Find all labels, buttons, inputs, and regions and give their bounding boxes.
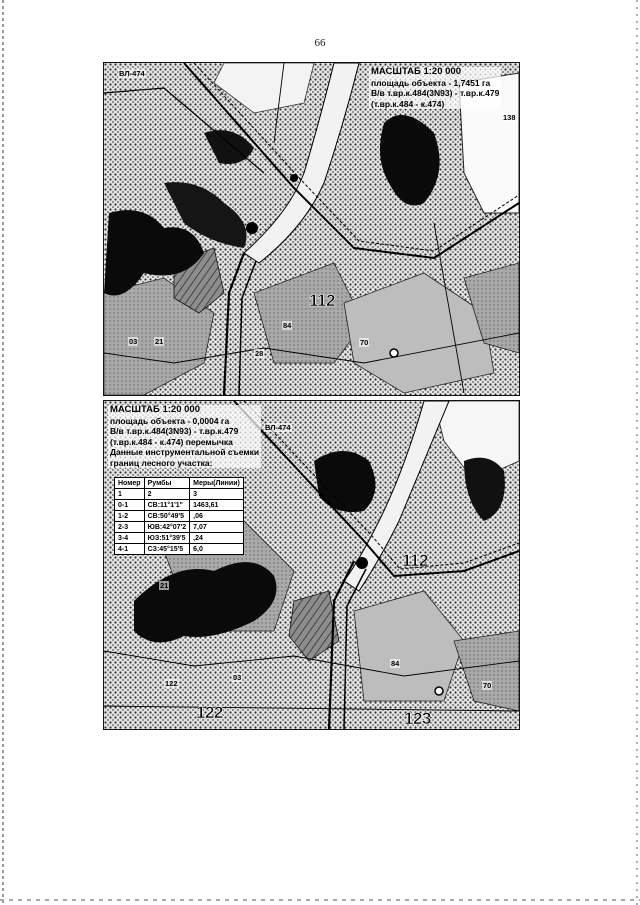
table-cell: 2 xyxy=(144,489,190,500)
scan-edge-right xyxy=(636,0,638,905)
plot-03-label: 03 xyxy=(233,673,242,682)
table-cell: 7,07 xyxy=(190,522,244,533)
object-site xyxy=(290,174,298,182)
table-cell: ,06 xyxy=(190,511,244,522)
scan-edge-left xyxy=(2,0,4,905)
map-bottom-info xyxy=(108,405,261,468)
table-cell: 1-2 xyxy=(115,511,145,522)
map-top[interactable] xyxy=(103,62,520,396)
table-cell: 0-1 xyxy=(115,500,145,511)
powerline-label: BЛ-474 xyxy=(119,69,145,78)
table-row xyxy=(115,544,244,555)
survey-point xyxy=(435,687,443,695)
object-label: В/в т.вр.к.484(3N93) - т.вр.к.479 xyxy=(108,426,261,437)
table-cell: СВ:50°49'5 xyxy=(144,511,190,522)
table-header: Меры(Линии) xyxy=(190,478,244,489)
plot-122-label: 122 xyxy=(165,679,178,688)
table-row xyxy=(115,533,244,544)
table-cell: 4-1 xyxy=(115,544,145,555)
table-cell: 1463,61 xyxy=(190,500,244,511)
plot-21-label: 21 xyxy=(160,581,169,590)
map-bottom[interactable] xyxy=(103,400,520,730)
area-label: площадь объекта - 0,0004 га xyxy=(108,416,261,427)
table-cell: СЗ:45°15'5 xyxy=(144,544,190,555)
table-row xyxy=(115,522,244,533)
page-number: 66 xyxy=(314,37,326,49)
quarter-number-122: 122 xyxy=(196,703,223,722)
powerline-label: ВЛ-474 xyxy=(265,423,291,432)
table-cell: 3 xyxy=(190,489,244,500)
table-cell: ЮЗ:51°39'5 xyxy=(144,533,190,544)
object-label: В/в т.вр.к.484(3N93) - т.вр.к.479 xyxy=(371,88,500,98)
table-row xyxy=(115,500,244,511)
bearing-table xyxy=(114,477,244,555)
scan-edge-bottom xyxy=(0,899,640,901)
plot-28-label: 28 xyxy=(255,349,264,358)
table-header: Номер xyxy=(115,478,145,489)
table-cell: 1 xyxy=(115,489,145,500)
survey-point xyxy=(390,349,398,357)
quarter-138-label: 138 xyxy=(503,113,516,122)
object-site xyxy=(246,222,258,234)
table-row xyxy=(115,489,244,500)
table-header: Румбы xyxy=(144,478,190,489)
plot-70-label: 70 xyxy=(360,338,369,347)
plot-84-label: 84 xyxy=(391,659,400,668)
plot-21-label: 21 xyxy=(155,337,164,346)
plot-70-label: 70 xyxy=(483,681,492,690)
area-label: площадь объекта - 1,7451 га xyxy=(369,78,501,89)
table-cell: ЮВ:42°07'2 xyxy=(144,522,190,533)
object-site xyxy=(356,557,368,569)
object-sub-label: (т.вр.к.484 - к.474) перемычка xyxy=(108,437,261,448)
table-cell: 3-4 xyxy=(115,533,145,544)
scale-label: МАСШТАБ 1:20 000 xyxy=(369,67,501,78)
table-cell: СВ:11°1'1" xyxy=(144,500,190,511)
survey-data-label: Данные инструментальной съемки xyxy=(110,447,260,457)
quarter-number-112: 112 xyxy=(309,291,335,310)
quarter-number-112: 112 xyxy=(402,551,428,570)
plot-84-label: 84 xyxy=(283,321,292,330)
plot-03-label: 03 xyxy=(129,337,138,346)
object-sub-label: (т.вр.к.484 - к.474) xyxy=(369,99,501,110)
map-top-info xyxy=(369,67,501,109)
table-cell: 2-3 xyxy=(115,522,145,533)
table-row xyxy=(115,511,244,522)
survey-data-sub-label: границ лесного участка: xyxy=(108,458,261,469)
table-cell: ,24 xyxy=(190,533,244,544)
quarter-number-123: 123 xyxy=(404,709,431,728)
table-cell: 6,0 xyxy=(190,544,244,555)
map-top-drawing xyxy=(104,63,519,395)
scale-label: МАСШТАБ 1:20 000 xyxy=(108,405,261,416)
table-header-row xyxy=(115,478,244,489)
